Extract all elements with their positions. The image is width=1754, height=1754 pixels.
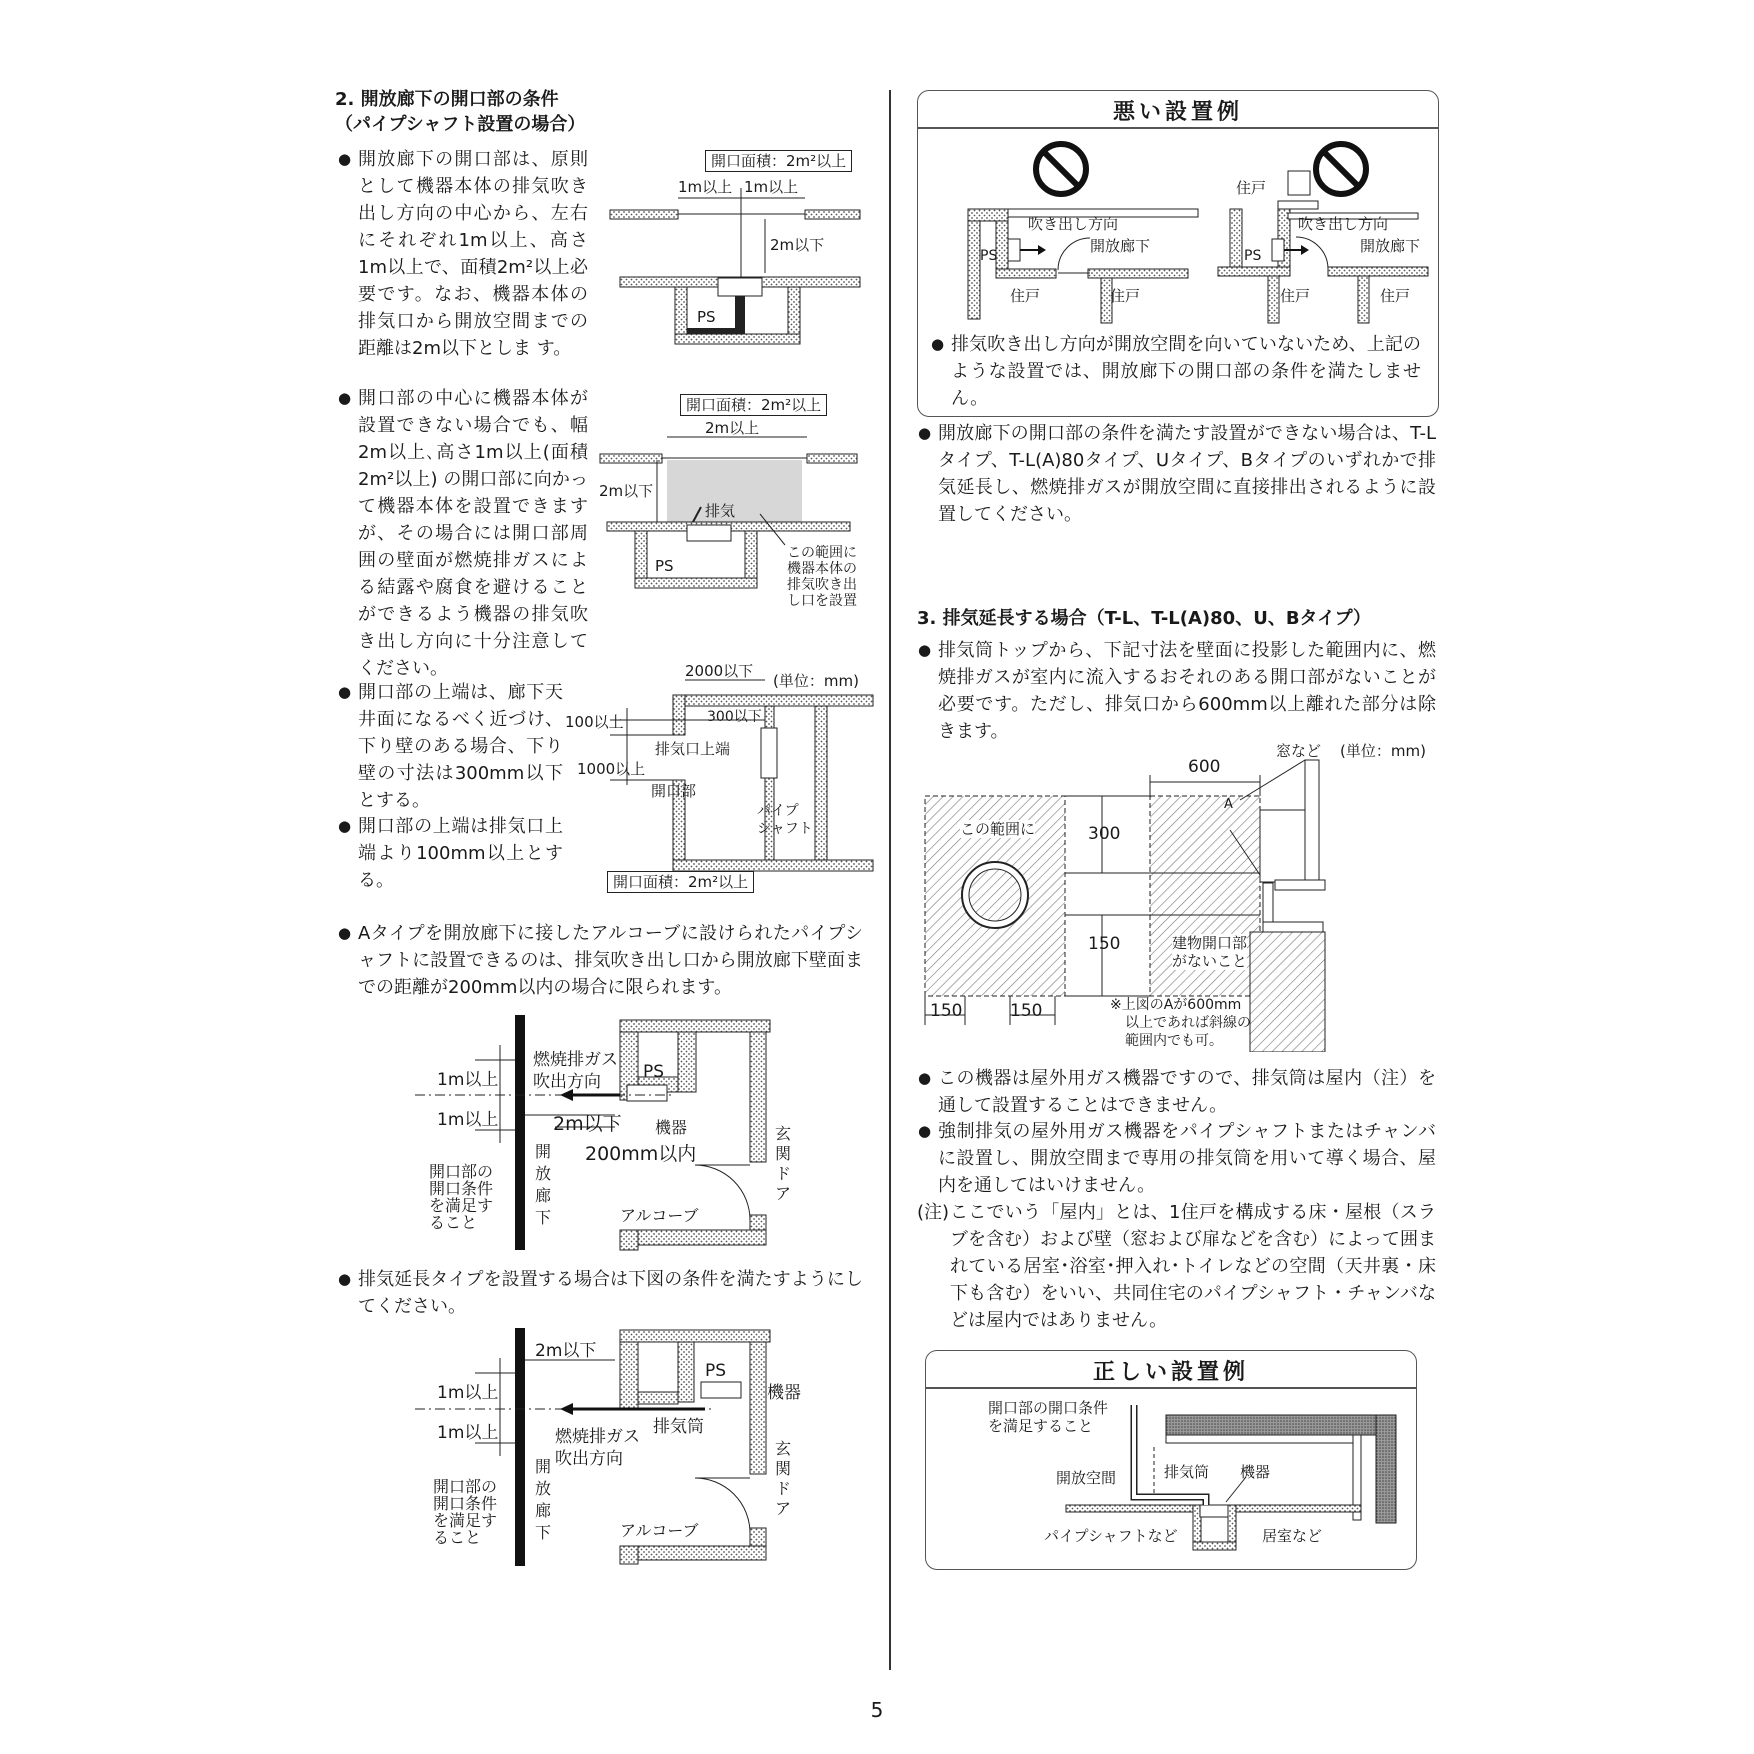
fig3-unit: (単位：mm)	[773, 672, 859, 690]
bad-l-j1: 住戸	[1010, 287, 1041, 305]
bullet-after-bad: ● 開放廊下の開口部の条件を満たす設置ができない場合は、T-Lタイプ、T-L(A)80タイプ、Uタイプ、Bタイプのいずれかで排気延長し、燃焼排ガスが開放空間に直接排出されるように設置してください。	[938, 420, 1436, 528]
good-ps: パイプシャフトなど	[1044, 1527, 1178, 1545]
fig6-fn3: 範囲内でも可。	[1125, 1033, 1223, 1049]
section2-subheading: （パイプシャフト設置の場合）	[335, 114, 586, 135]
fig6-window: 窓など	[1276, 742, 1322, 760]
bad-l-corr: 開放廊下	[1090, 237, 1151, 255]
fig3-f1: パイプ	[757, 803, 799, 819]
fig4-cond1: 開口部の	[429, 1162, 494, 1181]
fig1-h: 2m以下	[770, 236, 825, 254]
fig5-cond4: ること	[433, 1528, 482, 1547]
fig3-area: 開口面積：2m²以上	[607, 871, 754, 893]
fig4-gas2: 吹出方向	[533, 1072, 601, 1092]
fig4-corr-1: 放	[535, 1164, 552, 1183]
bad-example-note: ● 排気吹き出し方向が開放空間を向いていないため、上記のような設置では、開放廊下の開口部の条件を満たしません。	[951, 331, 1421, 412]
fig5-door-2: ド	[775, 1479, 792, 1498]
fig4-cond3: を満足す	[429, 1196, 494, 1215]
good-open: 開放空間	[1056, 1469, 1117, 1487]
fig4-cond4: ること	[429, 1213, 478, 1232]
fig6-a: A	[1224, 797, 1233, 812]
section2-heading: 2. 開放廊下の開口部の条件	[335, 89, 559, 110]
fig6-d300: 300	[1088, 824, 1121, 844]
fig5-pipe: 排気筒	[653, 1417, 704, 1437]
bad-l-ps: PS	[980, 248, 998, 264]
fig1-w2: 1m以上	[744, 178, 799, 196]
fig5-door-3: ア	[775, 1499, 792, 1518]
fig2-note2: 機器本体の	[787, 561, 857, 577]
fig1-w1: 1m以上	[678, 178, 733, 196]
fig4-d200: 200mm以内	[585, 1143, 697, 1165]
column-divider	[889, 90, 891, 1670]
bullet-7: ● この機器は屋外用ガス機器ですので、排気筒は屋内（注）を通して設置することはできません。	[938, 1065, 1436, 1119]
fig4-corr-3: 下	[535, 1208, 552, 1227]
fig5-corr-3: 下	[535, 1523, 552, 1542]
fig3-e: 開口部	[651, 782, 697, 800]
note-text: ここでいう「屋内」とは、1住戸を構成する床・屋根（スラブを含む）および壁（窓および扉などを含む）によって囲まれている居室･浴室･押入れ･トイレなどの空間（天井裏・床下も含む）をいい、共同住宅のパイプシャフト・チャンバなどは屋内ではありません。	[950, 1202, 1436, 1331]
fig4-gas1: 燃焼排ガス	[533, 1050, 618, 1070]
fig1-ps: PS	[697, 308, 716, 326]
figure-alcove-a	[415, 1015, 855, 1255]
fig6-unit: (単位：mm)	[1340, 742, 1426, 760]
bullet-4: ● 開口部の上端は排気口上端より100mm以上とする。	[358, 813, 563, 894]
good-cond1: 開口部の開口条件	[988, 1399, 1109, 1417]
fig4-door-3: ア	[775, 1184, 792, 1203]
fig2-w: 2m以上	[705, 419, 760, 437]
fig3-top: 2000以下	[685, 662, 754, 680]
section3-heading: 3. 排気延長する場合（T-L、T-L(A)80、U、Bタイプ）	[917, 608, 1371, 629]
fig3-a: 100以上	[565, 713, 624, 731]
bullet-6: ● 排気延長タイプを設置する場合は下図の条件を満たすようにしてください。	[358, 1266, 863, 1320]
figure-alcove-extension	[415, 1328, 855, 1568]
good-room: 居室など	[1262, 1527, 1323, 1545]
fig6-d600: 600	[1188, 757, 1221, 777]
bad-r-corr: 開放廊下	[1360, 237, 1421, 255]
fig4-corr-2: 廊	[535, 1186, 552, 1205]
fig6-fn2: 以上であれば斜線の	[1125, 1015, 1251, 1031]
fig6-b2: 150	[1010, 1001, 1043, 1021]
fig5-gas1: 燃焼排ガス	[555, 1427, 640, 1447]
good-example-title: 正しい設置例	[1092, 1360, 1249, 1385]
bullet-2: ● 開口部の中心に機器本体が設置できない場合でも、幅2m以上､高さ1m以上(面積2m²以上) の開口部に向かって機器本体を設置できますが、その場合には開口部周囲の壁面が燃焼排ガスによる結露や腐食を避けることができるよう機器の排気吹き出し方向に十分注意してください。	[358, 385, 588, 682]
fig3-f2: シャフト	[757, 821, 813, 837]
fig5-u1: 1m以上	[437, 1383, 499, 1403]
bad-r-ps: PS	[1244, 248, 1262, 264]
fig6-b1: 150	[930, 1001, 963, 1021]
fig4-u2: 1m以上	[437, 1110, 499, 1130]
fig4-door-1: 関	[775, 1144, 792, 1163]
fig5-ps: PS	[705, 1361, 727, 1381]
bullet-3: ● 開口部の上端は、廊下天井面になるべく近づけ、下り壁のある場合、下り壁の寸法は300mm以下とする。	[358, 679, 563, 814]
fig2-exhaust: 排気	[705, 502, 736, 520]
bad-r-top: 住戸	[1236, 179, 1267, 197]
figure-opening-2	[595, 392, 870, 612]
fig5-kiki: 機器	[767, 1383, 801, 1403]
fig4-door-2: ド	[775, 1164, 792, 1183]
bad-example-title: 悪い設置例	[1112, 100, 1243, 125]
fig4-ps: PS	[643, 1062, 665, 1082]
fig6-fn1: ※上図のAが600mm	[1110, 997, 1242, 1013]
fig6-d150: 150	[1088, 934, 1121, 954]
fig4-cond2: 開口条件	[429, 1179, 494, 1198]
fig4-door-0: 玄	[775, 1124, 792, 1143]
fig2-note1: この範囲に	[787, 545, 857, 561]
fig5-cond3: を満足す	[433, 1511, 498, 1530]
good-example-panel	[925, 1350, 1417, 1570]
fig5-cond2: 開口条件	[433, 1494, 498, 1513]
section3-bullet: ● 排気筒トップから、下記寸法を壁面に投影した範囲内に、燃焼排ガスが室内に流入するおそれのある開口部がないことが必要です。ただし、排気口から600mm以上離れた部分は除きます。	[938, 637, 1436, 745]
fig2-h: 2m以下	[599, 482, 654, 500]
bad-r-j1: 住戸	[1280, 287, 1311, 305]
good-cond2: を満足すること	[988, 1417, 1094, 1435]
good-pipe: 排気筒	[1164, 1463, 1210, 1481]
figure-extension-range	[920, 740, 1440, 1052]
good-kiki: 機器	[1240, 1463, 1271, 1481]
note-label: (注)	[917, 1202, 950, 1223]
fig4-alcove: アルコーブ	[620, 1206, 699, 1225]
bad-l-dir: 吹き出し方向	[1028, 215, 1119, 233]
bullet-8: ● 強制排気の屋外用ガス機器をパイプシャフトまたはチャンバに設置し、開放空間まで専用の排気筒を用いて導く場合、屋内を通してはいけません。	[938, 1118, 1436, 1199]
bad-title-rule	[918, 127, 1438, 129]
fig5-corr-0: 開	[535, 1457, 552, 1476]
fig2-note4: し口を設置	[787, 593, 857, 609]
bad-l-j2: 住戸	[1110, 287, 1141, 305]
bad-r-j2: 住戸	[1380, 287, 1411, 305]
fig5-door-0: 玄	[775, 1439, 792, 1458]
fig6-bld2: がないこと	[1172, 952, 1248, 970]
fig4-kiki: 機器	[655, 1118, 688, 1137]
fig5-alcove: アルコーブ	[620, 1521, 699, 1540]
fig2-ps: PS	[655, 557, 674, 575]
page-number: 5	[870, 1698, 884, 1722]
bullet-1: ● 開放廊下の開口部は、原則として機器本体の排気吹き出し方向の中心から、左右にそれぞれ1m以上、高さ1m以上で、面積2m²以上必要です。なお、機器本体の排気口から開放空間までの距離は2m以下としま す。	[358, 146, 588, 362]
fig6-bld1: 建物開口部	[1172, 934, 1248, 952]
fig5-corr-1: 放	[535, 1479, 552, 1498]
fig2-area: 開口面積：2m²以上	[680, 394, 827, 416]
fig5-door-1: 関	[775, 1459, 792, 1478]
bullet-5: ● Aタイプを開放廊下に接したアルコーブに設けられたパイプシャフトに設置できるのは、排気吹き出し口から開放廊下壁面までの距離が200mm以内の場合に限られます。	[358, 920, 863, 1001]
fig5-d2m: 2m以下	[535, 1341, 597, 1361]
fig4-corr-0: 開	[535, 1142, 552, 1161]
bad-example-panel	[917, 90, 1439, 417]
fig5-cond1: 開口部の	[433, 1477, 498, 1496]
fig4-d2m: 2m以下	[553, 1113, 622, 1135]
fig5-u2: 1m以上	[437, 1423, 499, 1443]
fig3-b: 300以下	[707, 709, 762, 725]
fig5-gas2: 吹出方向	[555, 1449, 623, 1469]
fig5-corr-2: 廊	[535, 1501, 552, 1520]
figure-opening-3	[565, 660, 875, 892]
figure-opening-1	[600, 148, 870, 348]
fig4-u1: 1m以上	[437, 1070, 499, 1090]
fig3-c: 排気口上端	[655, 740, 731, 758]
bad-r-dir: 吹き出し方向	[1298, 215, 1389, 233]
fig2-note3: 排気吹き出	[787, 577, 857, 593]
fig1-area: 開口面積：2m²以上	[705, 150, 852, 172]
fig3-d: 1000以上	[577, 760, 646, 778]
fig6-range: この範囲に	[960, 820, 1036, 838]
